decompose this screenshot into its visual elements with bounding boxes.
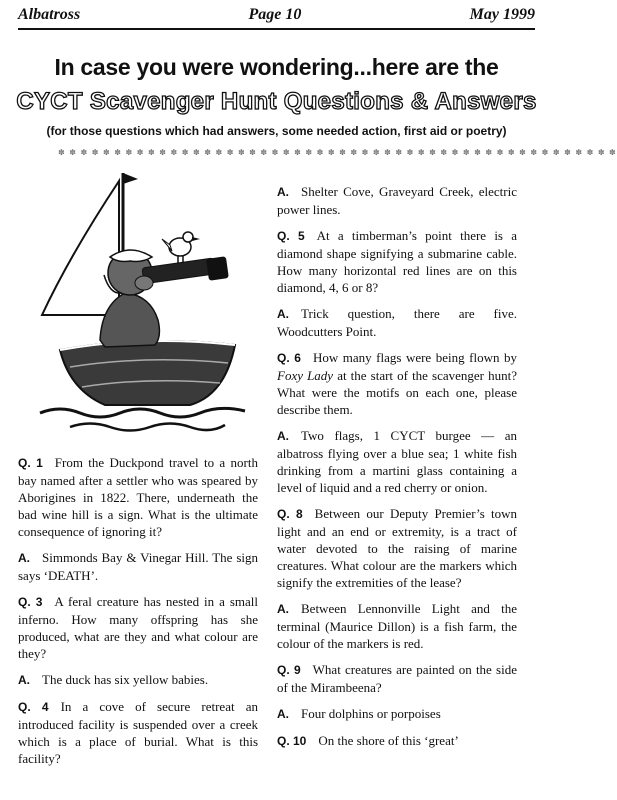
boat-name: Foxy Lady xyxy=(277,368,334,383)
subheadline: (for those questions which had answers, some needed action, first aid or poetry) xyxy=(46,124,507,138)
answer-6: A. Two flags, 1 CYCT burgee — an albatross flying over a blue sea; 1 white fish drinking from a martini glass containing a level of liquid and a red cherry or onion. xyxy=(277,428,517,495)
answer-5: A. Trick question, there are five. Woodcutters Point. xyxy=(277,306,517,339)
question-5: Q. 5 At a timberman’s point there is a diamond shape signifying a submarine cable. How many horizontal red lines are on this diamond, 4, 6 or 8? xyxy=(277,228,517,295)
question-4: Q. 4 In a cove of secure retreat an introduced facility is suspended over a creek which is a place of burial. What is this facility? xyxy=(18,699,258,766)
question-6: Q. 6 How many flags were being flown by Foxy Lady at the start of the scavenger hunt? What were the motifs on each one, please describe them. xyxy=(277,350,517,417)
newsletter-name: Albatross xyxy=(18,6,81,23)
header-rule xyxy=(18,28,535,30)
decorative-divider: ✽ ✽ ✽ ✽ ✽ ✽ ✽ ✽ ✽ ✽ ✽ ✽ ✽ ✽ ✽ ✽ ✽ ✽ ✽ ✽ ✽ ✽ ✽ ✽ ✽ ✽ ✽ ✽ ✽ ✽ ✽ ✽ ✽ ✽ ✽ ✽ ✽ ✽ ✽ ✽ ✽ ✽ ✽ ✽ ✽ ✽ ✽ ✽ ✽ ✽ xyxy=(58,148,617,157)
headline-outline: CYCT Scavenger Hunt Questions & Answers xyxy=(16,88,537,115)
answer-4: A. Shelter Cove, Graveyard Creek, electric power lines. xyxy=(277,184,517,217)
sailor-boat-illustration xyxy=(30,165,260,440)
question-3: Q. 3 A feral creature has nested in a small inferno. How many offspring has she produced, what are they and what colour are they? xyxy=(18,594,258,661)
question-8: Q. 8 Between our Deputy Premier’s town light and an end or extremity, is a tract of water devoted to the raising of marine creatures. What colour are the markers which signify the extremities of the lease? xyxy=(277,506,517,590)
left-column xyxy=(18,454,258,776)
question-1: Q. 1 From the Duckpond travel to a north bay named after a settler who was speared by Aborigines in 1822. There, underneath the bad wine hill is a sign. What is the ultimate consequence of ignoring it? xyxy=(18,455,258,539)
answer-3: A. The duck has six yellow babies. xyxy=(18,672,209,687)
headline: In case you were wondering...here are the xyxy=(54,54,499,80)
answer-9: A. Four dolphins or porpoises xyxy=(277,706,441,721)
question-10: Q. 10 On the shore of this ‘great’ xyxy=(277,733,459,748)
answer-1: A. Simmonds Bay & Vinegar Hill. The sign says ‘DEATH’. xyxy=(18,550,258,583)
page-number: Page 10 xyxy=(248,6,302,23)
page-header xyxy=(18,4,535,26)
question-9: Q. 9 What creatures are painted on the side of the Mirambeena? xyxy=(277,662,517,695)
answer-8: A. Between Lennonville Light and the terminal (Maurice Dillon) is a fish farm, the colour of the markers is red. xyxy=(277,601,517,651)
right-column xyxy=(277,183,517,759)
issue-date: May 1999 xyxy=(469,6,535,23)
